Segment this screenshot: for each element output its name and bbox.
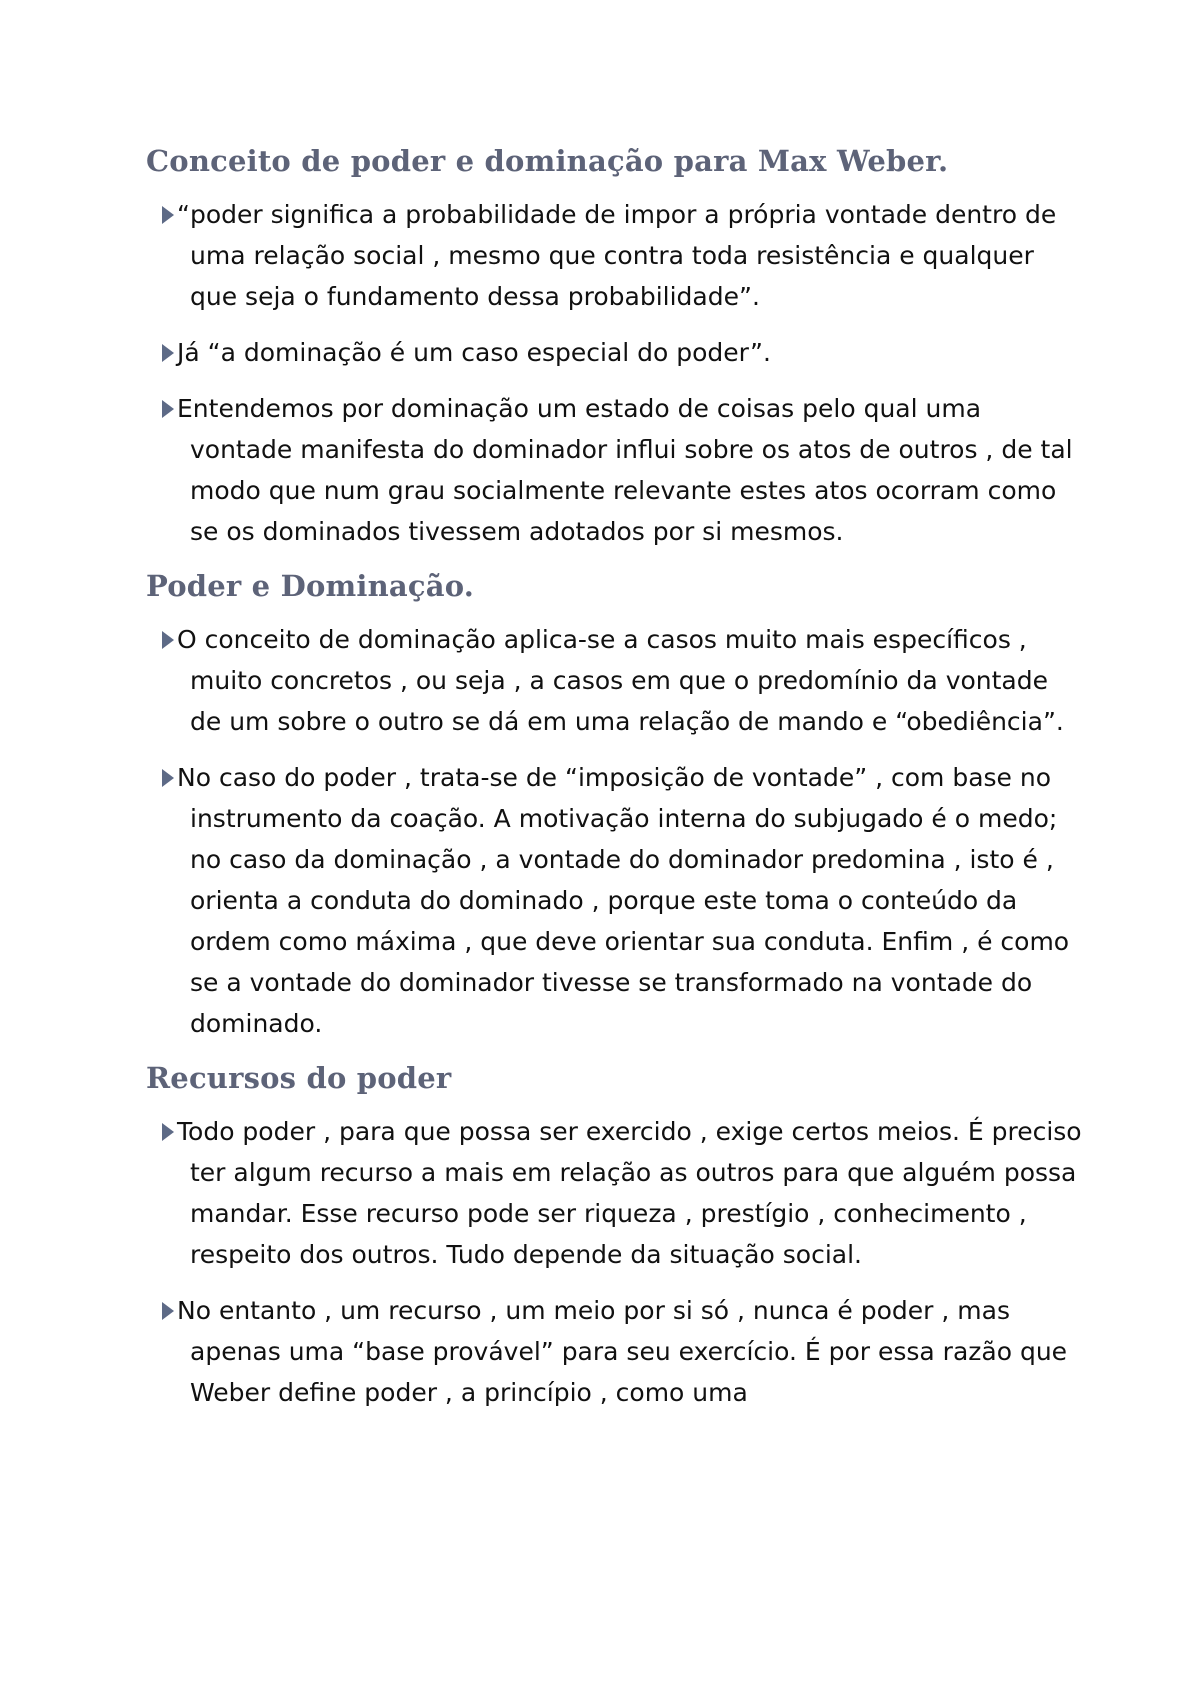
arrow-bullet-icon <box>162 769 174 787</box>
paragraph-text: Todo poder , para que possa ser exercido , exige certos meios. É preciso ter algum recurso a mais em relação as outros para que alguém possa mandar. Esse recurso pode ser riqueza , prestígio , conhecimento , respeito dos outros. Tudo depende da situação social. <box>177 1117 1082 1269</box>
paragraph-text: No entanto , um recurso , um meio por si só , nunca é poder , mas apenas uma “base provável” para seu exercício. É por essa razão que Weber define poder , a princípio , como uma <box>177 1296 1068 1407</box>
document-page <box>146 142 1086 1428</box>
paragraph <box>146 757 1086 1044</box>
section-title-conceito: Conceito de poder e dominação para Max Weber. <box>146 144 949 178</box>
paragraph-text: No caso do poder , trata-se de “imposição de vontade” , com base no instrumento da coação. A motivação interna do subjugado é o medo; no caso da dominação , a vontade do dominador predomina , isto é , orienta a conduta do dominado , porque este toma o conteúdo da ordem como máxima , que deve orientar sua conduta. Enfim , é como se a vontade do dominador tivesse se transformado na vontade do dominado. <box>177 763 1070 1038</box>
section-title-recursos: Recursos do poder <box>146 1061 452 1095</box>
arrow-bullet-icon <box>162 344 174 362</box>
arrow-bullet-icon <box>162 1302 174 1320</box>
paragraph-text: O conceito de dominação aplica-se a casos muito mais específicos , muito concretos , ou seja , a casos em que o predomínio da vontade de um sobre o outro se dá em uma relação de mando e “obediência”. <box>177 625 1064 736</box>
arrow-bullet-icon <box>162 1123 174 1141</box>
arrow-bullet-icon <box>162 400 174 418</box>
paragraph-text: Entendemos por dominação um estado de coisas pelo qual uma vontade manifesta do dominador influi sobre os atos de outros , de tal modo que num grau socialmente relevante estes atos ocorram como se os dominados tivessem adotados por si mesmos. <box>177 394 1073 546</box>
paragraph <box>146 194 1086 317</box>
paragraph <box>146 388 1086 552</box>
paragraph-text: Já “a dominação é um caso especial do poder”. <box>177 338 771 367</box>
arrow-bullet-icon <box>162 206 174 224</box>
paragraph <box>146 332 1086 373</box>
paragraph <box>146 1111 1086 1275</box>
paragraph-text: “poder significa a probabilidade de impor a própria vontade dentro de uma relação social , mesmo que contra toda resistência e qualquer que seja o fundamento dessa probabilidade”. <box>177 200 1057 311</box>
arrow-bullet-icon <box>162 631 174 649</box>
paragraph <box>146 619 1086 742</box>
paragraph <box>146 1290 1086 1413</box>
section-title-poder-dominacao: Poder e Dominação. <box>146 569 475 603</box>
